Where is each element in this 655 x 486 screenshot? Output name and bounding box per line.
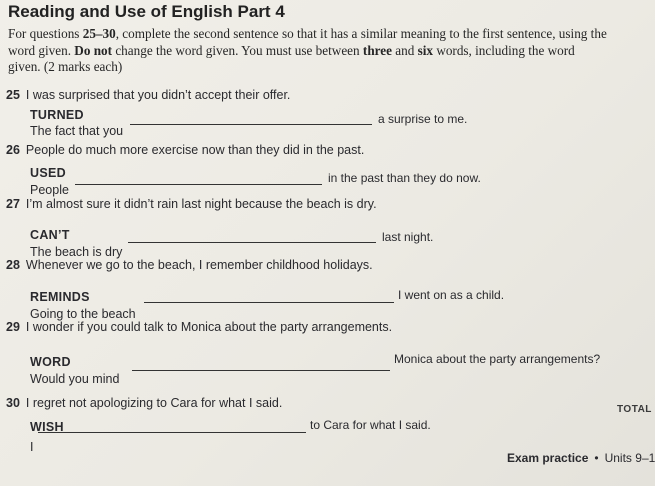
question-29: [6, 320, 392, 334]
answer-end: to Cara for what I said.: [310, 418, 431, 432]
answer-blank-26[interactable]: [75, 184, 322, 185]
question-sentence: People do much more exercise now than they did in the past.: [25, 143, 365, 157]
question-keyword: CAN’T: [30, 228, 70, 242]
question-sentence: I regret not apologizing to Cara for what I said.: [25, 396, 283, 410]
instructions-text: , complete the second sentence so that it has a similar meaning to the first sentence, using the word given.: [8, 26, 607, 58]
answer-end: I went on as a child.: [398, 288, 505, 302]
answer-start: The beach is dry: [30, 245, 123, 259]
question-number: 27: [6, 197, 20, 211]
instructions-text: For questions: [8, 26, 83, 41]
page-footer: [507, 451, 655, 465]
question-26: [6, 143, 364, 157]
instructions-text: and: [391, 42, 418, 58]
question-sentence: I was surprised that you didn’t accept their offer.: [25, 88, 291, 102]
question-sentence: I wonder if you could talk to Monica about the party arrangements.: [25, 320, 393, 334]
total-label: TOTAL: [617, 404, 652, 415]
question-25: [6, 88, 290, 102]
footer-units: Units 9–1: [604, 451, 655, 465]
question-sentence: I’m almost sure it didn’t rain last night because the beach is dry.: [25, 197, 377, 211]
answer-start: I: [30, 440, 34, 454]
word-min-emphasis: three: [362, 42, 392, 58]
page-title: Reading and Use of English Part 4: [8, 2, 285, 21]
do-not-emphasis: Do not: [74, 42, 113, 58]
question-number: 30: [6, 396, 20, 410]
word-max-emphasis: six: [417, 42, 434, 58]
question-number: 29: [6, 320, 20, 334]
question-number: 28: [6, 258, 20, 272]
instructions-text: words, including the word given. (2 marks each): [8, 42, 575, 74]
question-range: 25–30: [82, 26, 116, 41]
footer-separator: •: [594, 451, 599, 465]
question-28: [6, 258, 373, 272]
answer-start: Going to the beach: [30, 307, 136, 321]
question-keyword: REMINDS: [30, 290, 90, 304]
answer-blank-27[interactable]: [128, 242, 376, 243]
question-30: [6, 396, 282, 410]
question-number: 25: [6, 88, 20, 102]
answer-end: in the past than they do now.: [328, 171, 481, 185]
answer-blank-28[interactable]: [144, 302, 394, 303]
question-sentence: Whenever we go to the beach, I remember childhood holidays.: [25, 258, 373, 272]
question-keyword: USED: [30, 166, 66, 180]
answer-end: a surprise to me.: [378, 112, 468, 126]
answer-end: last night.: [382, 230, 434, 244]
answer-start: People: [30, 183, 69, 197]
question-keyword: WORD: [30, 355, 71, 369]
question-keyword: TURNED: [30, 108, 84, 122]
footer-label: Exam practice: [507, 451, 589, 465]
answer-blank-25[interactable]: [130, 124, 372, 125]
answer-blank-29[interactable]: [132, 370, 390, 371]
instructions-text: change the word given. You must use between: [112, 42, 363, 58]
answer-blank-30[interactable]: [38, 432, 306, 433]
question-keyword: WISH: [30, 420, 64, 434]
answer-start: The fact that you: [30, 124, 124, 138]
answer-start: Would you mind: [30, 372, 120, 386]
question-27: [6, 197, 377, 211]
question-number: 26: [6, 143, 20, 157]
instructions: [8, 26, 608, 76]
answer-end: Monica about the party arrangements?: [394, 352, 601, 366]
